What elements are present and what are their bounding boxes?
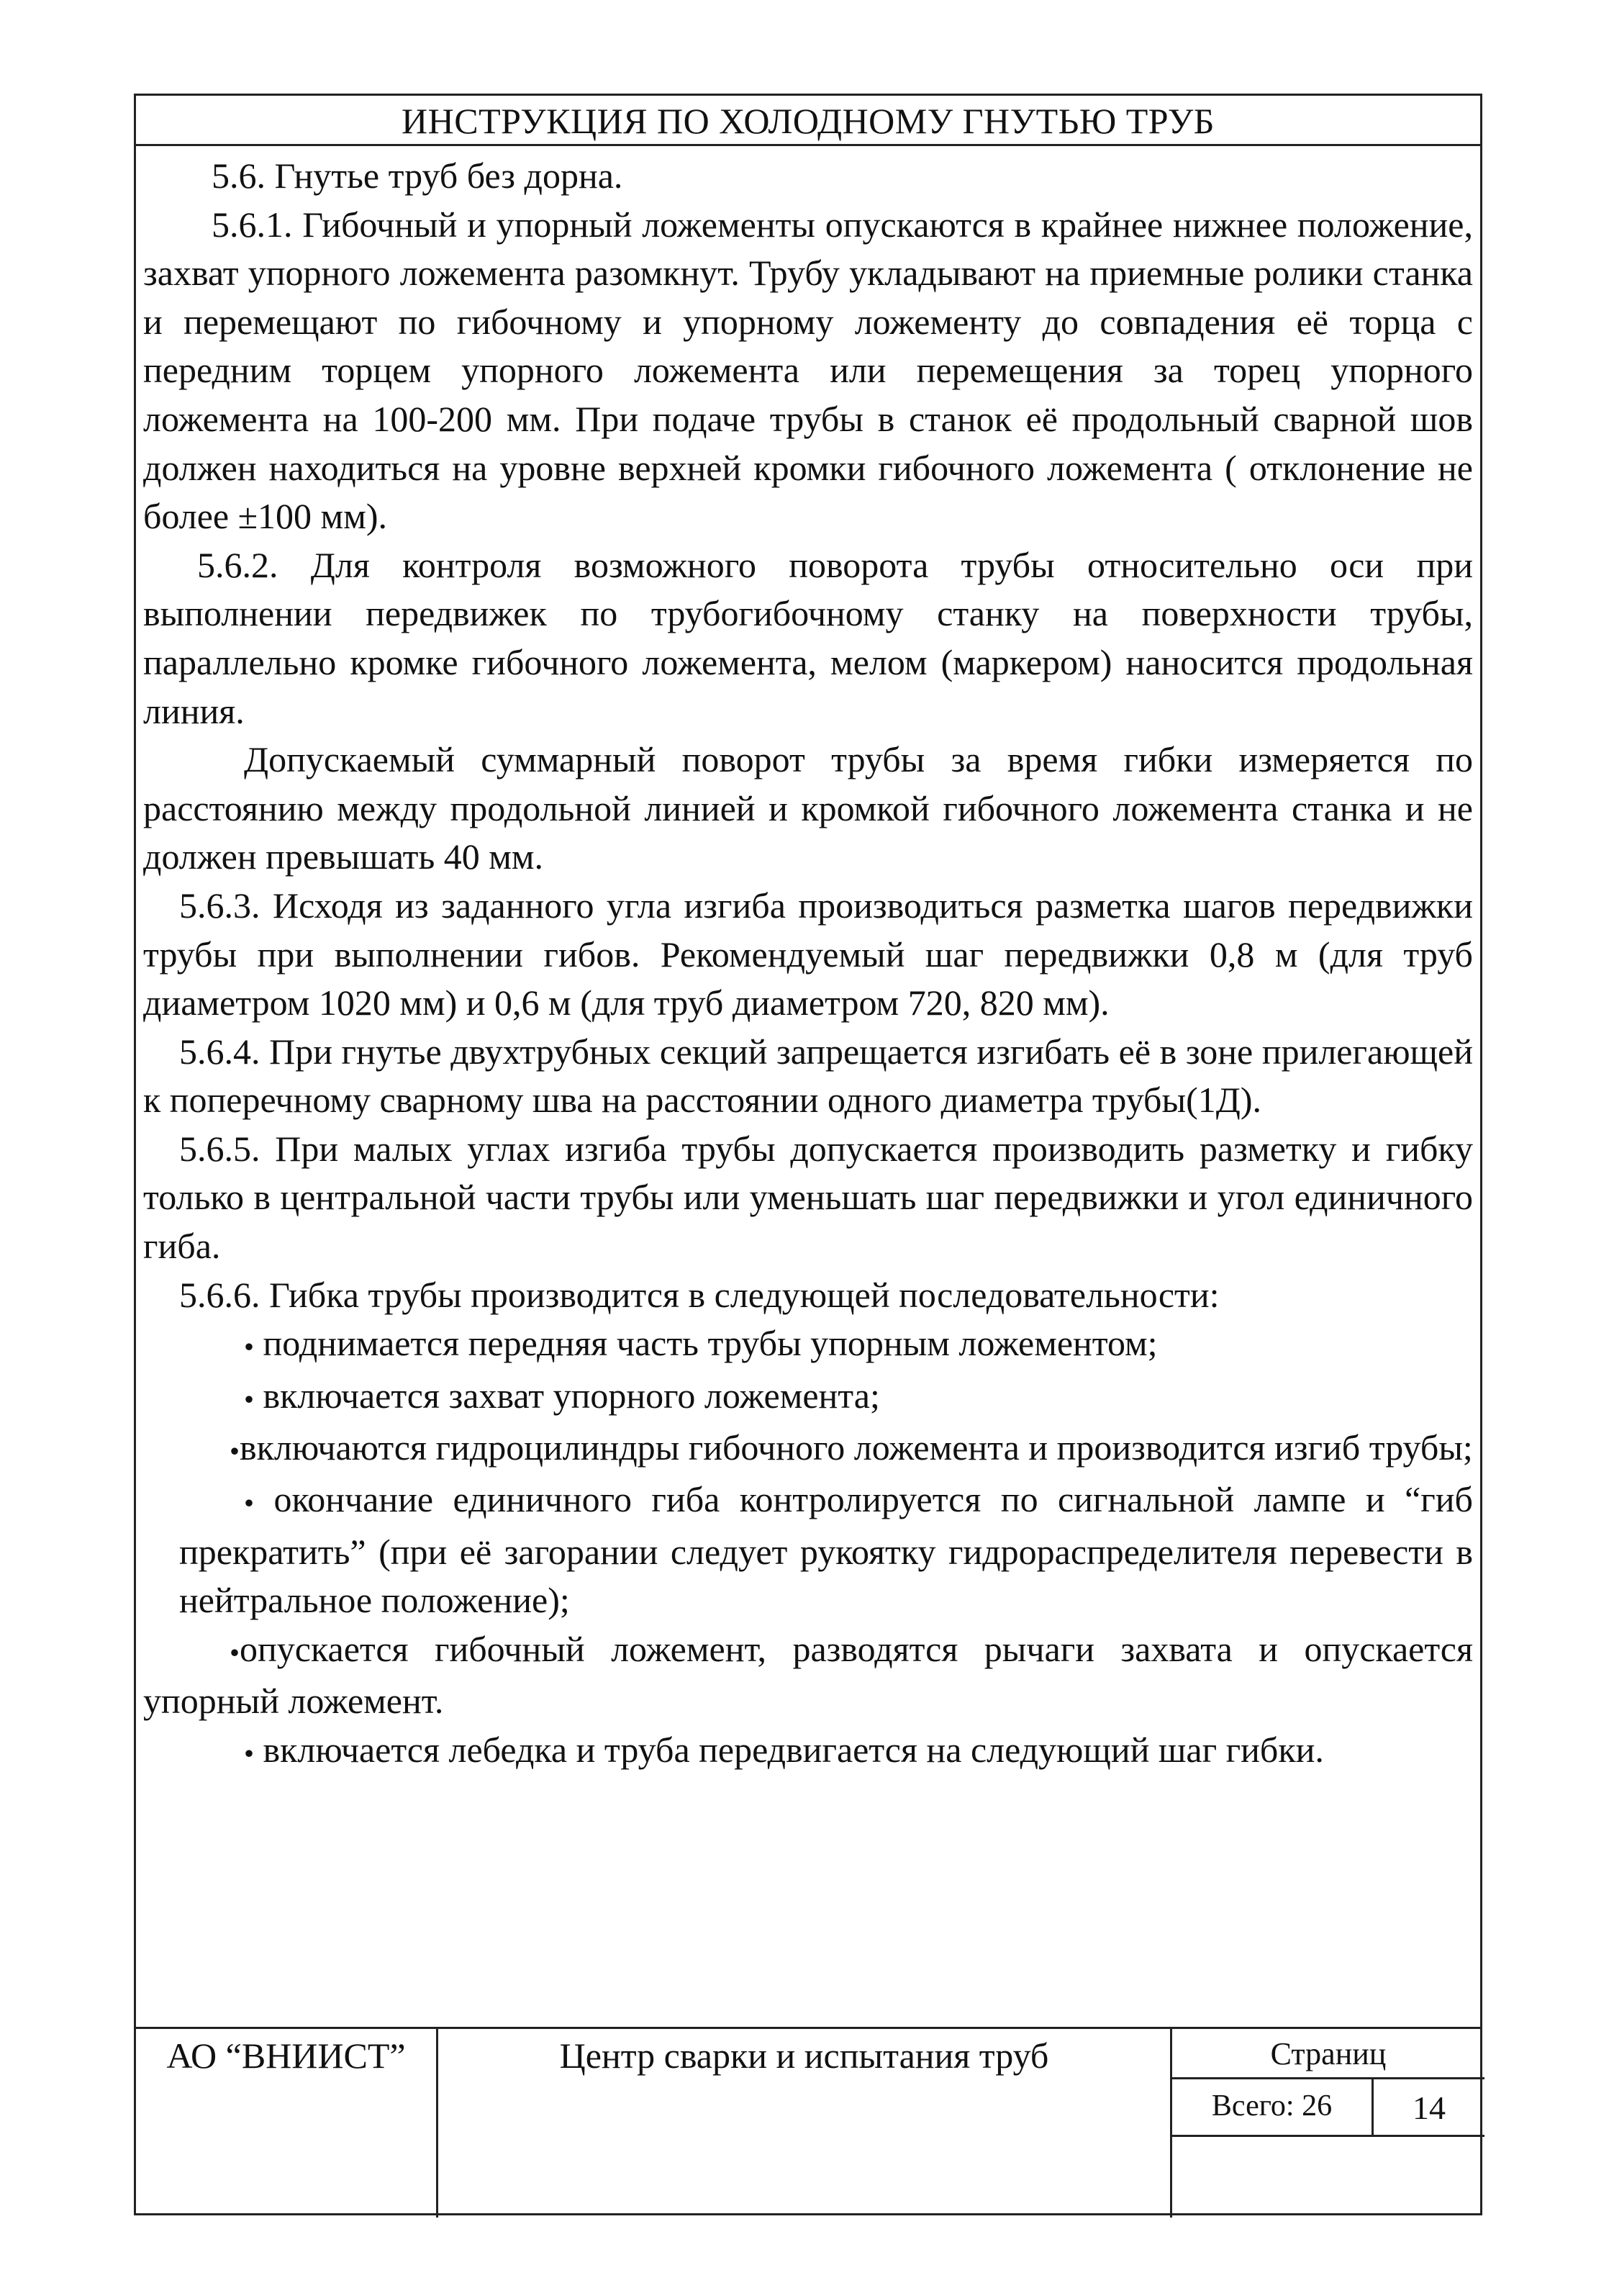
document-body xyxy=(143,152,1473,1778)
section-heading: 5.6. Гнутье труб без дорна. xyxy=(212,155,623,196)
total-pages: Всего: 26 xyxy=(1172,2079,1374,2137)
paragraph-rotation: Допускаемый суммарный поворот трубы за время гибки измеряется по расстоянию между продольной линией и кромкой гибочного ложемента станка и не должен превышать 40 мм. xyxy=(143,739,1473,877)
list-item: • поднимается передняя часть трубы упорным ложементом; xyxy=(244,1323,1158,1364)
bullet-icon: • xyxy=(244,1737,255,1770)
department-name: Центр сварки и испытания труб xyxy=(438,2029,1172,2218)
paragraph-5-6-5: 5.6.5. При малых углах изгиба трубы допускается производить разметку и гибку только в центральной части трубы или уменьшать шаг передвижки и угол единичного гиба. xyxy=(143,1128,1473,1267)
paragraph-5-6-2: 5.6.2. Для контроля возможного поворота трубы относительно оси при выполнении передвижек по трубогибочному станку на поверхности трубы, параллельно кромке гибочного ложемента, мелом (маркером) наносится продольная линия. xyxy=(143,544,1473,731)
list-item: • включается лебедка и труба передвигается на следующий шаг гибки. xyxy=(244,1729,1324,1770)
title-block xyxy=(136,2027,1480,2218)
list-item: •включаются гидроцилиндры гибочного ложемента и производится изгиб трубы; xyxy=(230,1427,1473,1468)
bullet-icon: • xyxy=(244,1330,255,1363)
bullet-icon: • xyxy=(244,1383,255,1416)
list-item: • включается захват упорного ложемента; xyxy=(244,1375,880,1416)
list-item: •опускается гибочный ложемент, разводятся рычаги захвата и опускается упорный ложемент. xyxy=(143,1628,1473,1722)
paragraph-5-6-4: 5.6.4. При гнутье двухтрубных секций запрещается изгибать её в зоне прилегающей к поперечному сварному шва на расстоянии одного диаметра трубы(1Д). xyxy=(143,1031,1473,1121)
bullet-icon: • xyxy=(230,1434,240,1468)
paragraph-5-6-1: 5.6.1. Гибочный и упорный ложементы опускаются в крайнее нижнее положение, захват упорного ложемента разомкнут. Трубу укладывают на приемные ролики станка и перемещают по гибочному и упорному ложементу до совпадения её торца с передним торцем упорного ложемента или перемещения за торец упорного ложемента на 100-200 мм. При подаче трубы в станок её продольный сварной шов должен находиться на уровне верхней кромки гибочного ложемента ( отклонение не более ±100 мм). xyxy=(143,204,1473,537)
paragraph-5-6-6: 5.6.6. Гибка трубы производится в следующей последовательности: xyxy=(179,1274,1220,1315)
list-item: • окончание единичного гиба контролируется по сигнальной лампе и “гиб прекратить” (при её загорании следует рукоятку гидрораспределителя перевести в нейтральное положение); xyxy=(179,1479,1473,1621)
document-frame xyxy=(134,94,1482,2215)
bullet-icon: • xyxy=(230,1636,240,1669)
page-number: 14 xyxy=(1374,2079,1484,2137)
pages-label: Страниц xyxy=(1172,2029,1484,2079)
bullet-icon: • xyxy=(244,1486,255,1519)
document-title: ИНСТРУКЦИЯ ПО ХОЛОДНОМУ ГНУТЬЮ ТРУБ xyxy=(136,96,1480,146)
paragraph-5-6-3: 5.6.3. Исходя из заданного угла изгиба производиться разметка шагов передвижки трубы при выполнении гибов. Рекомендуемый шаг передвижки 0,8 м (для труб диаметром 1020 мм) и 0,6 м (для труб диаметром 720, 820 мм). xyxy=(143,885,1473,1023)
organization-name: АО “ВНИИСТ” xyxy=(136,2029,438,2218)
